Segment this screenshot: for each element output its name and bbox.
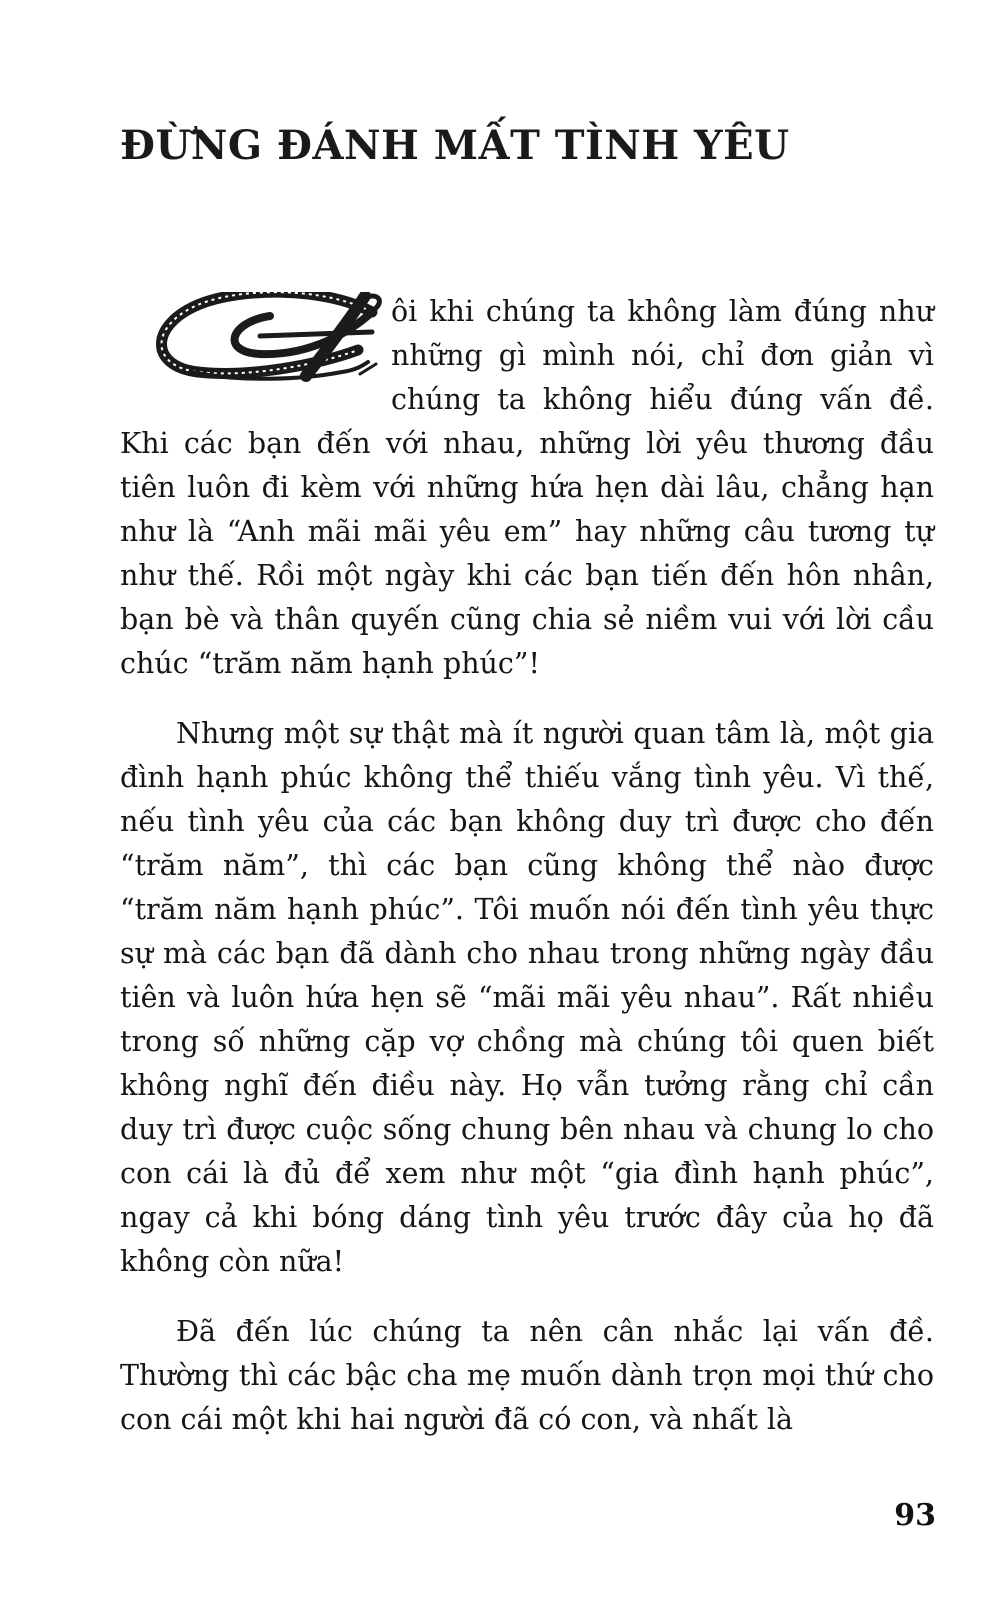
chapter-title: ĐỪNG ĐÁNH MẤT TÌNH YÊU [120,122,790,169]
page-number: 93 [894,1498,936,1533]
paragraph-1-text: ôi khi chúng ta không làm đúng như những gì mình nói, chỉ đơn giản vì chúng ta không hiểu đúng vấn đề. Khi các bạn đến với nhau, những lời yêu thương đầu tiên luôn đi kèm với những hứa hẹn dài lâu, chẳng hạn như là “Anh mãi mãi yêu em” hay những câu tương tự như thế. Rồi một ngày khi các bạn tiến đến hôn nhân, bạn bè và thân quyến cũng chia sẻ niềm vui với lời cầu chúc “trăm năm hạnh phúc”! [120,295,934,680]
drop-cap-ornament [110,292,385,384]
paragraph-2: Nhưng một sự thật mà ít người quan tâm là, một gia đình hạnh phúc không thể thiếu vắng tình yêu. Vì thế, nếu tình yêu của các bạn không duy trì được cho đến “trăm năm”, thì các bạn cũng không thể nào được “trăm năm hạnh phúc”. Tôi muốn nói đến tình yêu thực sự mà các bạn đã dành cho nhau trong những ngày đầu tiên và luôn hứa hẹn sẽ “mãi mãi yêu nhau”. Rất nhiều trong số những cặp vợ chồng mà chúng tôi quen biết không nghĩ đến điều này. Họ vẫn tưởng rằng chỉ cần duy trì được cuộc sống chung bên nhau và chung lo cho con cái là đủ để xem như một “gia đình hạnh phúc”, ngay cả khi bóng dáng tình yêu trước đây của họ đã không còn nữa! [120,717,934,1278]
chapter-body [120,290,934,1442]
paragraph-3: Đã đến lúc chúng ta nên cân nhắc lại vấn đề. Thường thì các bậc cha mẹ muốn dành trọn mọi thứ cho con cái một khi hai người đã có con, và nhất là [120,1315,934,1436]
paragraph-1 [120,290,934,686]
